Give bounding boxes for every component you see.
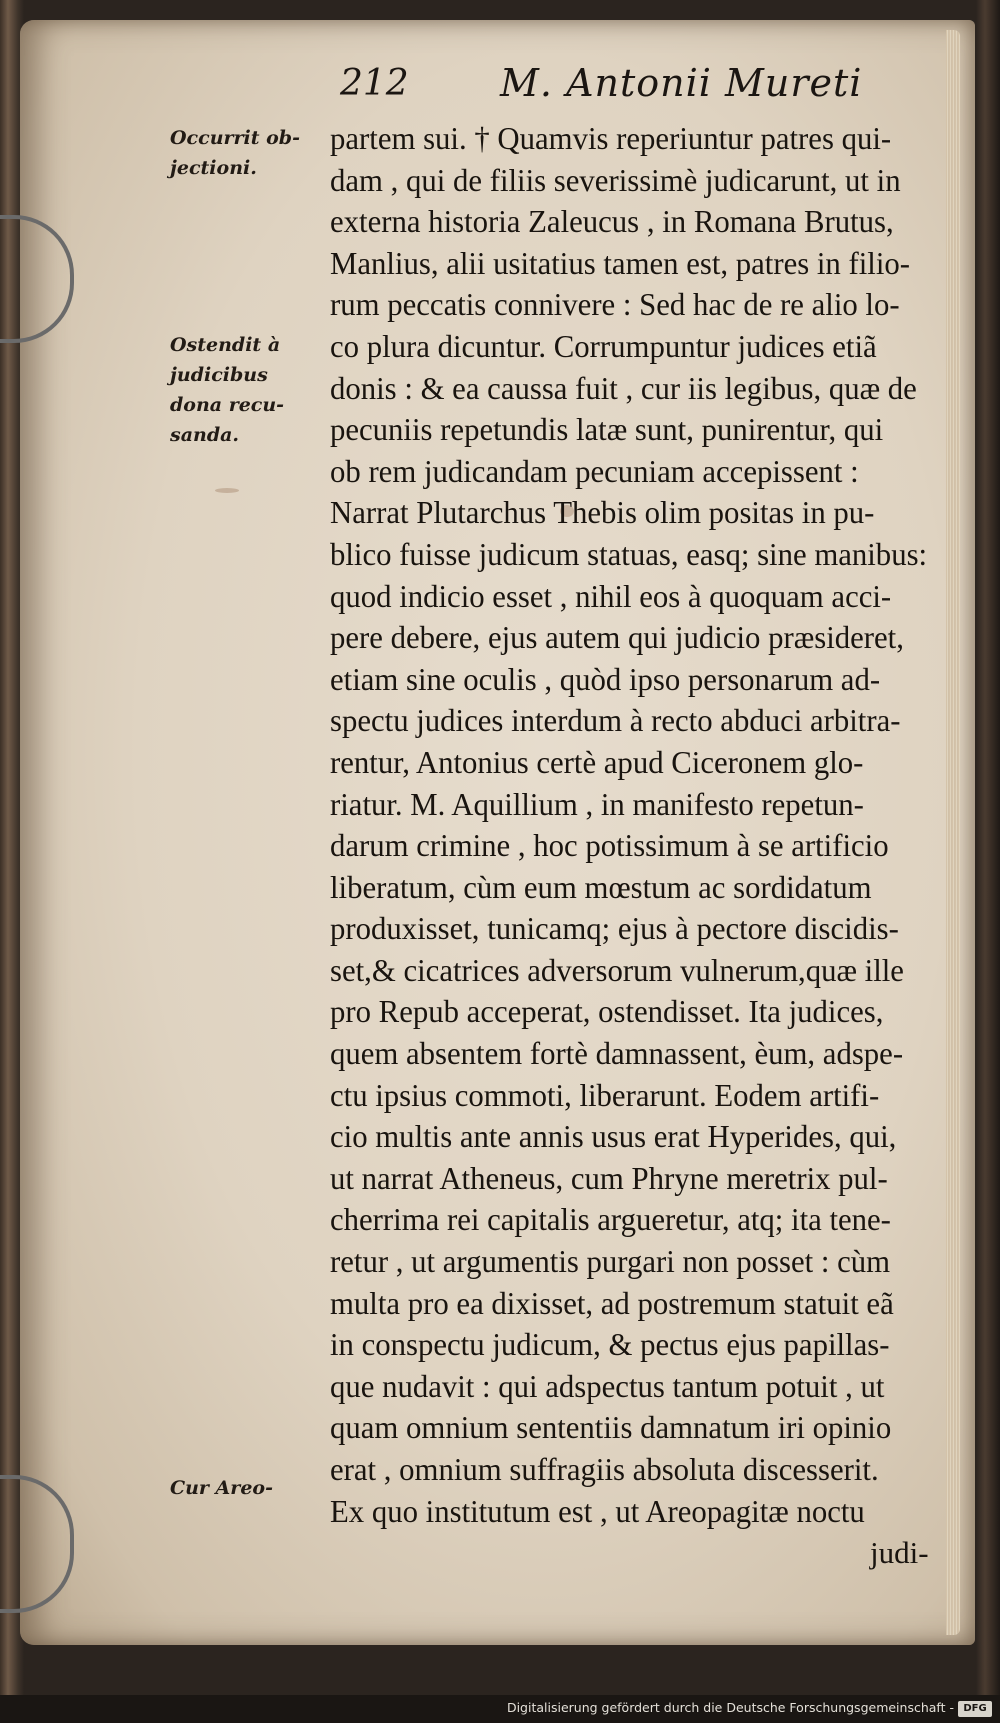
- text-line: cio multis ante annis usus erat Hyperides, qui,: [330, 1119, 897, 1155]
- marginal-note: [170, 330, 330, 450]
- marginal-note-line: Ostendit à: [170, 334, 281, 356]
- text-line: blico fuisse judicum statuas, easq; sine manibus:: [330, 536, 928, 572]
- marginal-note-line: jectioni.: [170, 157, 257, 179]
- text-line: donis : & ea caussa fuit , cur iis legibus, quæ de: [330, 370, 917, 406]
- text-line: Narrat Plutarchus Thebis olim positas in pu-: [330, 495, 875, 531]
- text-line: etiam sine oculis , quòd ipso personarum ad-: [330, 661, 881, 697]
- text-line: pere debere, ejus autem qui judicio præsideret,: [330, 620, 904, 656]
- text-line: quem absentem fortè damnassent, èum, adspe-: [330, 1036, 904, 1072]
- text-line: multa pro ea dixisset, ad postremum statuit eã: [330, 1285, 894, 1321]
- running-title: M. Antonii Mureti: [500, 61, 863, 105]
- marginal-note: [170, 1473, 330, 1503]
- text-line: produxisset, tunicamq; ejus à pectore discidis-: [330, 911, 899, 947]
- text-line: que nudavit : qui adspectus tantum potuit , ut: [330, 1368, 885, 1404]
- footer-bar: [0, 1695, 1000, 1723]
- text-line: darum crimine , hoc potissimum à se artificio: [330, 828, 889, 864]
- text-line: pecuniis repetundis latæ sunt, punirentur, qui: [330, 412, 884, 448]
- text-line: pro Repub acceperat, ostendisset. Ita judices,: [330, 994, 884, 1030]
- dfg-logo: DFG: [958, 1701, 992, 1717]
- text-line: Manlius, alii usitatius tamen est, patres in filio-: [330, 245, 910, 281]
- text-line: retur , ut argumentis purgari non posset : cùm: [330, 1244, 891, 1280]
- text-line: Ex quo institutum est , ut Areopagitæ noctu: [330, 1493, 865, 1529]
- page-number: 212: [340, 63, 409, 104]
- text-line: ut narrat Atheneus, cum Phryne meretrix pul-: [330, 1160, 888, 1196]
- text-line: dam , qui de filiis severissimè judicarunt, ut in: [330, 162, 901, 198]
- text-line: ctu ipsius commoti, liberarunt. Eodem artifi-: [330, 1077, 880, 1113]
- text-line: partem sui. † Quamvis reperiuntur patres qui-: [330, 121, 892, 156]
- ink-stain: [215, 488, 239, 493]
- text-line: cherrima rei capitalis argueretur, atq; ita tene-: [330, 1202, 891, 1238]
- catchword: judi-: [870, 1535, 929, 1570]
- text-line: riatur. M. Aquillium , in manifesto repetun-: [330, 786, 864, 822]
- text-line: set,& cicatrices adversorum vulnerum,quæ ille: [330, 952, 904, 988]
- text-line: in conspectu judicum, & pectus ejus papillas-: [330, 1327, 890, 1363]
- text-line: spectu judices interdum à recto abduci arbitra-: [330, 703, 901, 739]
- text-line: liberatum, cùm eum mœstum ac sordidatum: [330, 869, 872, 905]
- text-line: co plura dicuntur. Corrumpuntur judices etiã: [330, 328, 877, 364]
- text-line: ob rem judicandam pecuniam accepissent :: [330, 453, 859, 489]
- text-line: quam omnium sententiis damnatum iri opinio: [330, 1410, 892, 1446]
- marginal-note-line: Cur Areo-: [170, 1477, 273, 1499]
- text-line: externa historia Zaleucus , in Romana Brutus,: [330, 204, 894, 240]
- text-line: rentur, Antonius certè apud Ciceronem glo-: [330, 744, 864, 780]
- funding-credit: Digitalisierung gefördert durch die Deutsche Forschungsgemeinschaft -: [506, 1700, 954, 1715]
- marginal-note: [170, 123, 330, 183]
- marginal-note-line: Occurrit ob-: [170, 127, 300, 149]
- marginal-note-line: judicibus: [170, 364, 268, 386]
- text-line: erat , omnium suffragiis absoluta discesserit.: [330, 1452, 879, 1487]
- marginal-note-line: dona recu-: [170, 394, 285, 416]
- marginal-note-line: sanda.: [170, 424, 240, 446]
- text-line: quod indicio esset , nihil eos à quoquam acci-: [330, 578, 892, 614]
- text-line: rum peccatis connivere : Sed hac de re alio lo-: [330, 287, 900, 323]
- body-text: [330, 118, 965, 1532]
- page-header: [330, 55, 950, 115]
